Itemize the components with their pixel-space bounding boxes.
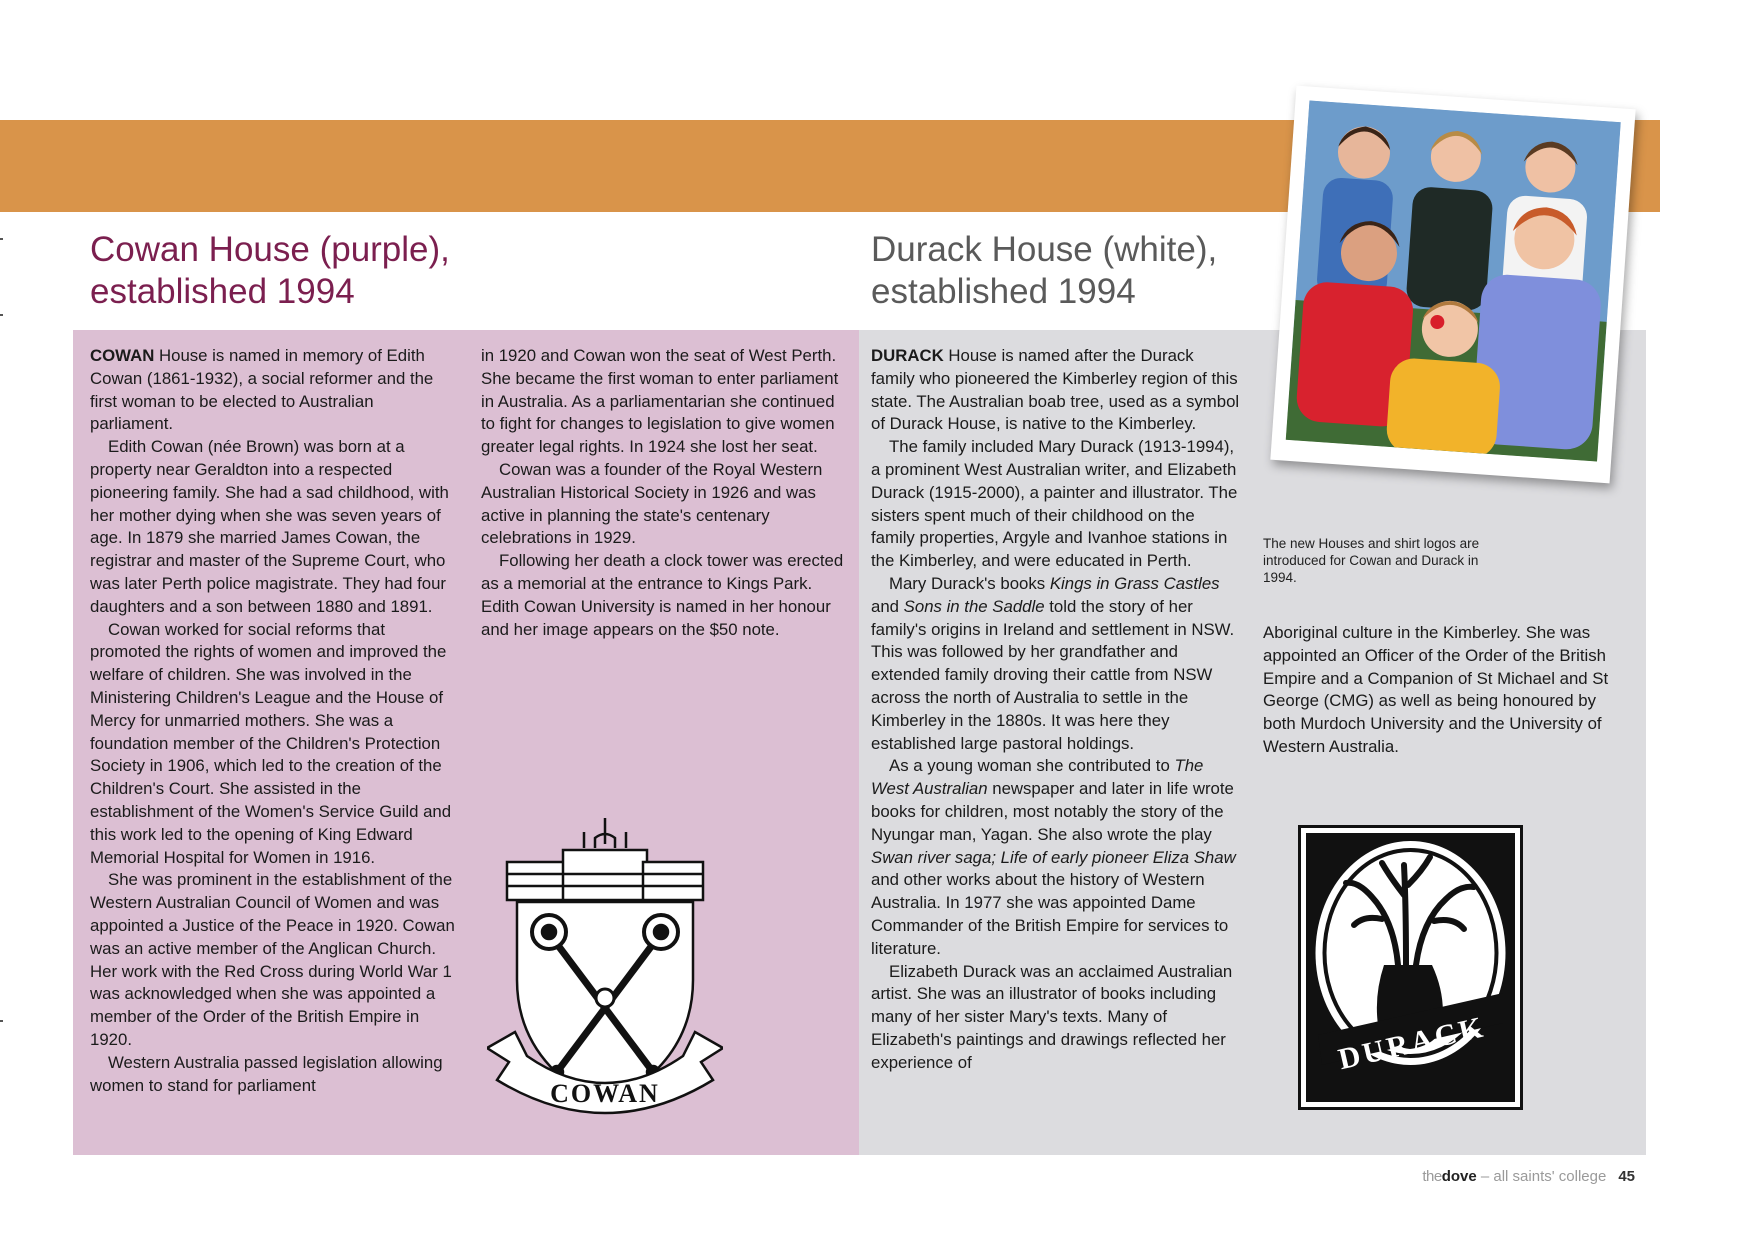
cowan-crest-label: COWAN <box>550 1079 660 1108</box>
paragraph-text: House is named after the Durack family who pioneered the Kimberley region of this state. The Australian boab tree, used as a symbol of Durack House, is native to the Kimberley. <box>871 346 1240 434</box>
lead-word: DURACK <box>871 346 944 365</box>
text-run: told the story of her family's origins in Ireland and settlement in NSW. This was followed by her grandfather and extended family droving their cattle from NSW across the north of Australia to settle in the Kimberley in the 1880s. It was here they established large pastoral holdings. <box>871 596 1235 753</box>
paragraph: She was prominent in the establishment of the Western Australian Council of Women and was appointed a Justice of the Peace in 1920. Cowan was an active member of the Anglican Church. Her work with the Red Cross during World War 1 was acknowledged when she was appointed a member of the Order of the British Empire in 1920. <box>90 870 455 1049</box>
edge-mark <box>0 1020 3 1022</box>
paragraph: Cowan worked for social reforms that promoted the rights of women and improved the welfare of children. She was involved in the Ministering Children's League and the House of Mercy for unmarried mothers. She was a foundation member of the Children's Protection Society in 1906, which led to the creation of the Children's Court. She assisted in the establishment of the Women's Service Guild and this work led to the opening of King Edward Memorial Hospital for Women in 1916. <box>90 619 452 867</box>
book-title: Kings in Grass Castles <box>1049 573 1220 593</box>
paragraph <box>871 755 1241 960</box>
edge-mark <box>0 314 3 316</box>
durack-column-1 <box>871 345 1241 1075</box>
photo-caption: The new Houses and shirt logos are introduced for Cowan and Durack in 1994. <box>1263 536 1480 585</box>
text-run: and other works about the history of Western Australia. In 1977 she was appointed Dame Commander of the British Empire for services to literature. <box>871 870 1229 958</box>
footer-brand-name: dove <box>1441 1168 1477 1185</box>
footer-brand-prefix: the <box>1422 1168 1442 1185</box>
edge-mark <box>0 238 3 240</box>
photo-illustration <box>1286 101 1621 462</box>
text-run: As a young woman she contributed to <box>889 756 1175 776</box>
paragraph <box>871 573 1241 755</box>
newspaper-title: The West Australian <box>871 756 1204 799</box>
paragraph: in 1920 and Cowan won the seat of West Perth. She became the first woman to enter parliament in Australia. As a parliamentarian she continued to fight for changes to legislation to give women greater legal rights. In 1924 she lost her seat. <box>481 346 839 457</box>
paragraph <box>871 345 1241 436</box>
paragraph: Aboriginal culture in the Kimberley. She was appointed an Officer of the Order of the British Empire and a Companion of St Michael and St George (CMG) as well as being honoured by both Murdoch University and the University of Western Australia. <box>1263 623 1609 756</box>
durack-heading: Durack House (white), established 1994 <box>871 230 1218 311</box>
text-run: newspaper and later in life wrote books for children, most notably the story of the Nyungar man, Yagan. She also wrote the play <box>871 779 1234 844</box>
paragraph: Western Australia passed legislation allowing women to stand for parliament <box>90 1052 443 1095</box>
students-photo <box>1270 86 1635 484</box>
paragraph: The family included Mary Durack (1913-1994), a prominent West Australian writer, and Elizabeth Durack (1915-2000), a painter and illustrator. The sisters spent much of their childhood on the family properties, Argyle and Ivanhoe stations in the Kimberley, and were educated in Perth. <box>871 437 1238 571</box>
paragraph <box>90 345 456 436</box>
paragraph-text: House is named in memory of Edith Cowan (1861-1932), a social reformer and the first woman to be elected to Australian parliament. <box>90 346 434 434</box>
book-title: Sons in the Saddle <box>903 596 1045 616</box>
photo-image <box>1286 101 1621 462</box>
text-run: and <box>871 596 904 616</box>
page-footer <box>1422 1168 1635 1185</box>
durack-crest-label: DURACK <box>1335 1010 1489 1077</box>
paragraph: Edith Cowan (née Brown) was born at a property near Geraldton into a respected pioneering family. She had a sad childhood, with her mother dying when she was seven years of age. In 1879 she married James Cowan, the registrar and master of the Supreme Court, who was later Perth police magistrate. They had four daughters and a son between 1880 and 1891. <box>90 437 449 616</box>
durack-crest-logo <box>1298 825 1523 1110</box>
cowan-heading: Cowan House (purple), established 1994 <box>90 230 450 311</box>
footer-brand-suffix: – all saints' college <box>1476 1168 1607 1185</box>
durack-column-2 <box>1263 622 1633 759</box>
play-title: Swan river saga; Life of early pioneer Eliza Shaw <box>871 847 1236 867</box>
paragraph: Following her death a clock tower was erected as a memorial at the entrance to Kings Park. Edith Cowan University is named in her honour and her image appears on the $50 note. <box>481 551 844 639</box>
cowan-column-1 <box>90 345 456 1097</box>
cowan-crest-logo <box>487 810 723 1128</box>
lead-word: COWAN <box>90 346 155 365</box>
paragraph: Cowan was a founder of the Royal Western Australian Historical Society in 1926 and was active in planning the state's centenary celebrations in 1929. <box>481 459 823 548</box>
cowan-column-2 <box>481 345 847 641</box>
paragraph: Elizabeth Durack was an acclaimed Australian artist. She was an illustrator of books including many of her sister Mary's texts. Many of Elizabeth's paintings and drawings reflected her experience of <box>871 961 1233 1072</box>
page-number: 45 <box>1618 1168 1635 1185</box>
text-run: Mary Durack's books <box>889 573 1050 593</box>
